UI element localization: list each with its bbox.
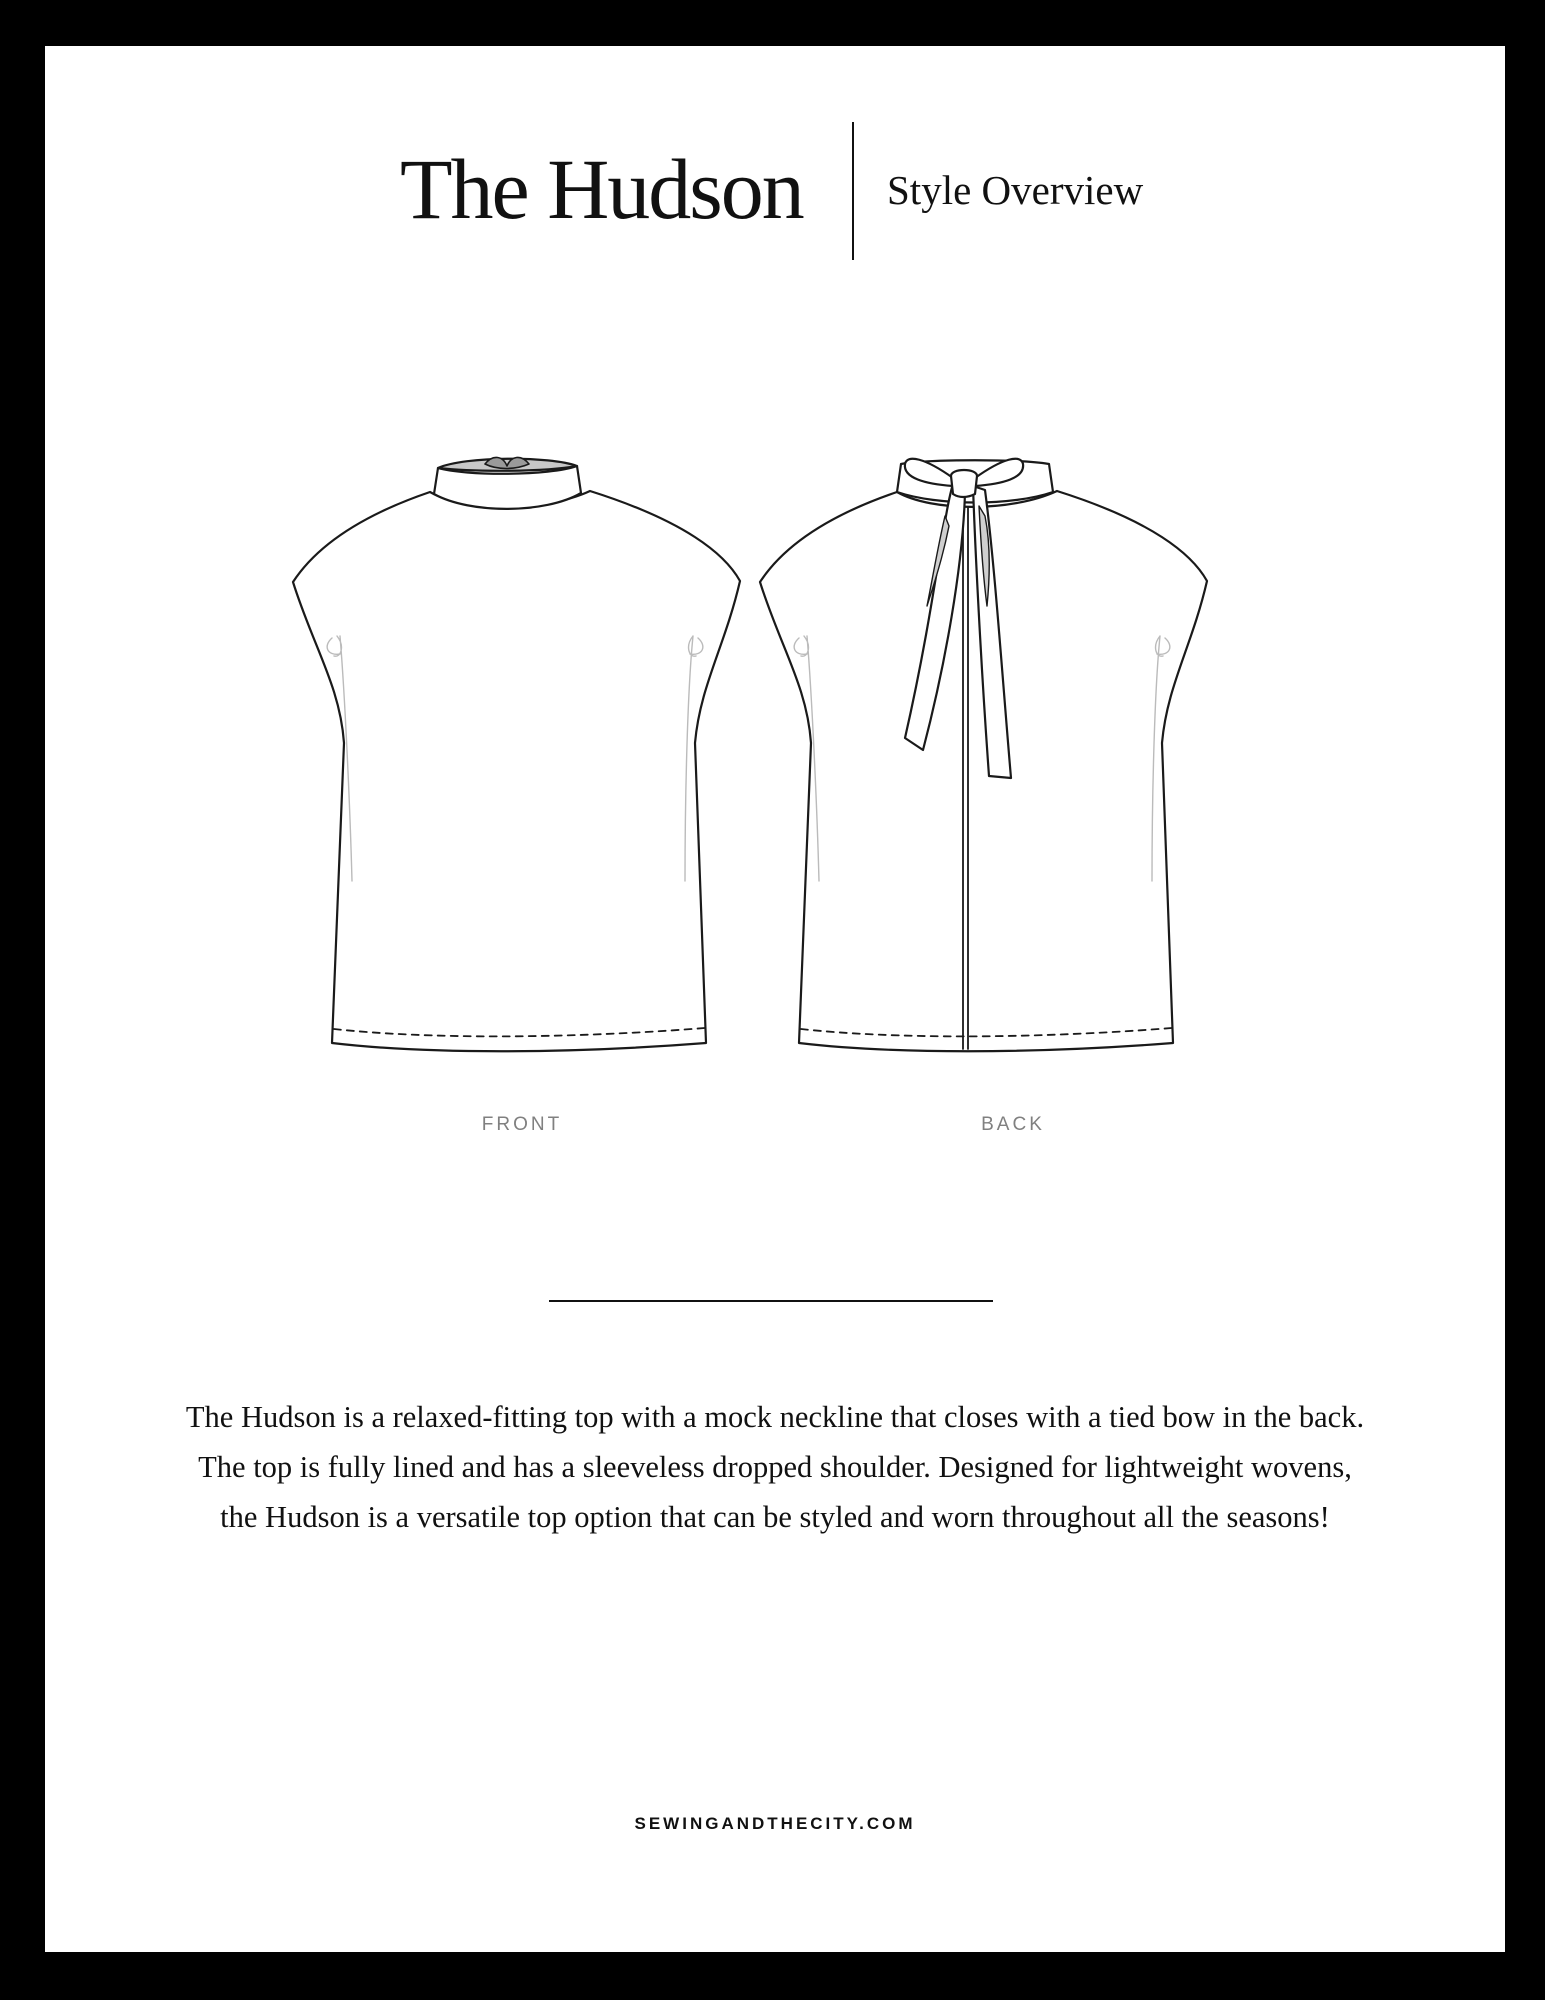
page-subtitle: Style Overview <box>887 167 1144 213</box>
style-description: The Hudson is a relaxed-fitting top with a mock neckline that closes with a tied bow in the back. The top is fully lined and has a sleeveless dropped shoulder. Designed for lightweight wovens, the Hudson is a versatile top option that can be styled and worn throughout all the seasons! <box>185 1400 1365 1534</box>
front-collar-band <box>434 466 581 509</box>
document-page <box>45 46 1505 1952</box>
front-view-label: FRONT <box>481 1114 563 1135</box>
back-view-label: BACK <box>981 1114 1045 1135</box>
technical-flats <box>45 46 1505 1952</box>
front-flat-illustration <box>293 457 740 1051</box>
section-divider <box>549 1300 993 1302</box>
front-body-outline <box>293 491 740 1051</box>
back-bow-knot <box>951 470 977 497</box>
footer-website: SEWINGANDTHECITY.COM <box>634 1814 916 1833</box>
back-flat-illustration <box>760 459 1207 1052</box>
page-title: The Hudson <box>400 141 803 237</box>
